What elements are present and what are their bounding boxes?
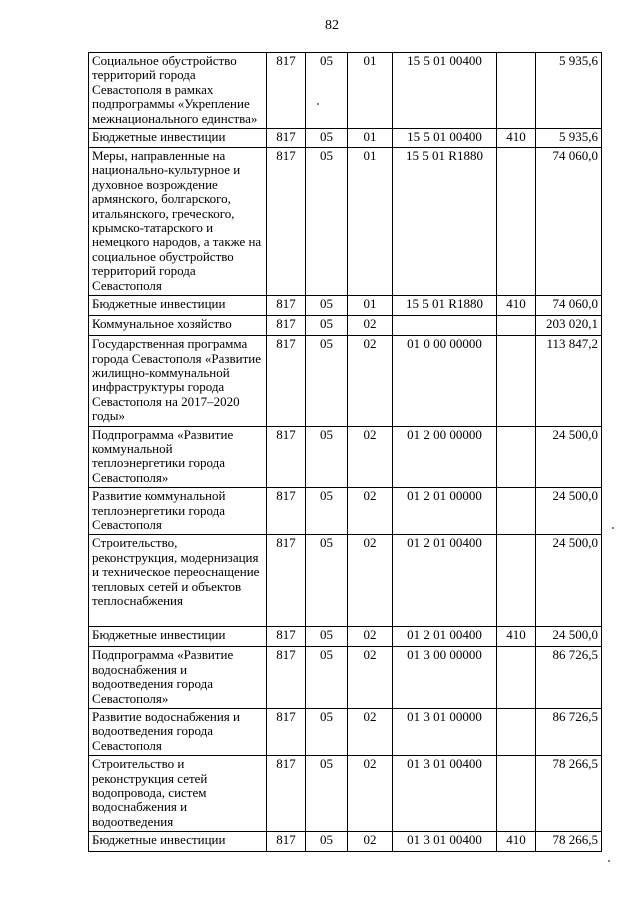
row-name: Меры, направленные на национально-культурное и духовное возрождение армянского, болгарского, итальянского, греческого, крымско-татарского и немецкого народов, а также на социальное обустройство территорий города Севастополя xyxy=(89,148,267,296)
table-row xyxy=(89,488,602,535)
row-name: Подпрограмма «Развитие коммунальной теплоэнергетики города Севастополя» xyxy=(89,426,267,488)
section-code: 05 xyxy=(306,336,348,426)
target-code: 01 2 00 00000 xyxy=(393,426,497,488)
row-name: Развитие коммунальной теплоэнергетики города Севастополя xyxy=(89,488,267,535)
subsection-code: 02 xyxy=(348,316,393,336)
target-code xyxy=(393,316,497,336)
section-code: 05 xyxy=(306,488,348,535)
section-code: 05 xyxy=(306,709,348,756)
amount: 74 060,0 xyxy=(536,296,602,316)
table-row xyxy=(89,756,602,832)
amount: 86 726,5 xyxy=(536,709,602,756)
table-row xyxy=(89,832,602,852)
ministry-code: 817 xyxy=(267,296,306,316)
amount: 24 500,0 xyxy=(536,488,602,535)
section-code: 05 xyxy=(306,627,348,647)
target-code: 01 0 00 00000 xyxy=(393,336,497,426)
amount: 24 500,0 xyxy=(536,535,602,627)
subsection-code: 02 xyxy=(348,535,393,627)
section-code: 05 xyxy=(306,647,348,709)
section-code: 05 xyxy=(306,316,348,336)
target-code: 01 2 01 00400 xyxy=(393,535,497,627)
target-code: 01 3 01 00400 xyxy=(393,756,497,832)
target-code: 15 5 01 00400 xyxy=(393,53,497,129)
table-row xyxy=(89,316,602,336)
row-name: Государственная программа города Севастополя «Развитие жилищно-коммунальной инфраструктуры города Севастополя на 2017–2020 годы» xyxy=(89,336,267,426)
table-row xyxy=(89,129,602,148)
target-code: 15 5 01 R1880 xyxy=(393,296,497,316)
expense-type-code xyxy=(497,316,536,336)
table-row xyxy=(89,627,602,647)
amount: 78 266,5 xyxy=(536,756,602,832)
subsection-code: 02 xyxy=(348,709,393,756)
subsection-code: 02 xyxy=(348,627,393,647)
row-name: Развитие водоснабжения и водоотведения города Севастополя xyxy=(89,709,267,756)
subsection-code: 01 xyxy=(348,296,393,316)
ministry-code: 817 xyxy=(267,336,306,426)
row-name: Бюджетные инвестиции xyxy=(89,832,267,852)
subsection-code: 02 xyxy=(348,336,393,426)
ministry-code: 817 xyxy=(267,148,306,296)
section-code: 05 xyxy=(306,148,348,296)
ministry-code: 817 xyxy=(267,832,306,852)
section-code: 05 xyxy=(306,535,348,627)
expense-type-code xyxy=(497,148,536,296)
target-code: 01 3 00 00000 xyxy=(393,647,497,709)
row-name: Бюджетные инвестиции xyxy=(89,129,267,148)
section-code: 05 xyxy=(306,53,348,129)
amount: 203 020,1 xyxy=(536,316,602,336)
row-name: Социальное обустройство территорий города Севастополя в рамках подпрограммы «Укрепление межнационального единства» xyxy=(89,53,267,129)
table-row xyxy=(89,709,602,756)
amount: 113 847,2 xyxy=(536,336,602,426)
subsection-code: 01 xyxy=(348,148,393,296)
expense-type-code xyxy=(497,336,536,426)
subsection-code: 01 xyxy=(348,53,393,129)
subsection-code: 02 xyxy=(348,488,393,535)
table-row xyxy=(89,296,602,316)
ministry-code: 817 xyxy=(267,647,306,709)
section-code: 05 xyxy=(306,426,348,488)
table-row xyxy=(89,336,602,426)
amount: 86 726,5 xyxy=(536,647,602,709)
target-code: 01 3 01 00000 xyxy=(393,709,497,756)
ministry-code: 817 xyxy=(267,535,306,627)
subsection-code: 02 xyxy=(348,756,393,832)
table-row xyxy=(89,426,602,488)
section-code: 05 xyxy=(306,129,348,148)
ministry-code: 817 xyxy=(267,627,306,647)
expense-type-code xyxy=(497,426,536,488)
expense-type-code: 410 xyxy=(497,627,536,647)
ministry-code: 817 xyxy=(267,129,306,148)
row-name: Коммунальное хозяйство xyxy=(89,316,267,336)
scan-speck xyxy=(317,103,319,105)
expense-type-code xyxy=(497,756,536,832)
subsection-code: 02 xyxy=(348,832,393,852)
ministry-code: 817 xyxy=(267,53,306,129)
table-row xyxy=(89,535,602,627)
table-row xyxy=(89,53,602,129)
expense-type-code xyxy=(497,53,536,129)
expense-type-code xyxy=(497,647,536,709)
ministry-code: 817 xyxy=(267,488,306,535)
ministry-code: 817 xyxy=(267,426,306,488)
row-name: Бюджетные инвестиции xyxy=(89,296,267,316)
ministry-code: 817 xyxy=(267,756,306,832)
section-code: 05 xyxy=(306,832,348,852)
row-name: Бюджетные инвестиции xyxy=(89,627,267,647)
amount: 24 500,0 xyxy=(536,627,602,647)
row-name: Подпрограмма «Развитие водоснабжения и водоотведения города Севастополя» xyxy=(89,647,267,709)
expense-type-code: 410 xyxy=(497,129,536,148)
ministry-code: 817 xyxy=(267,316,306,336)
section-code: 05 xyxy=(306,756,348,832)
target-code: 01 2 01 00400 xyxy=(393,627,497,647)
expense-type-code xyxy=(497,709,536,756)
scan-speck xyxy=(608,860,610,862)
expense-type-code: 410 xyxy=(497,832,536,852)
expense-type-code: 410 xyxy=(497,296,536,316)
row-name: Строительство, реконструкция, модернизация и техническое переоснащение тепловых сетей и объектов теплоснабжения xyxy=(89,535,267,627)
page-number: 82 xyxy=(325,18,339,33)
expense-type-code xyxy=(497,488,536,535)
row-name: Строительство и реконструкция сетей водопровода, систем водоснабжения и водоотведения xyxy=(89,756,267,832)
amount: 74 060,0 xyxy=(536,148,602,296)
amount: 24 500,0 xyxy=(536,426,602,488)
budget-table xyxy=(88,52,602,852)
target-code: 15 5 01 00400 xyxy=(393,129,497,148)
target-code: 15 5 01 R1880 xyxy=(393,148,497,296)
ministry-code: 817 xyxy=(267,709,306,756)
amount: 5 935,6 xyxy=(536,53,602,129)
subsection-code: 02 xyxy=(348,426,393,488)
table-row xyxy=(89,148,602,296)
target-code: 01 2 01 00000 xyxy=(393,488,497,535)
table-row xyxy=(89,647,602,709)
amount: 78 266,5 xyxy=(536,832,602,852)
section-code: 05 xyxy=(306,296,348,316)
expense-type-code xyxy=(497,535,536,627)
target-code: 01 3 01 00400 xyxy=(393,832,497,852)
subsection-code: 01 xyxy=(348,129,393,148)
amount: 5 935,6 xyxy=(536,129,602,148)
subsection-code: 02 xyxy=(348,647,393,709)
scan-speck xyxy=(612,527,614,529)
